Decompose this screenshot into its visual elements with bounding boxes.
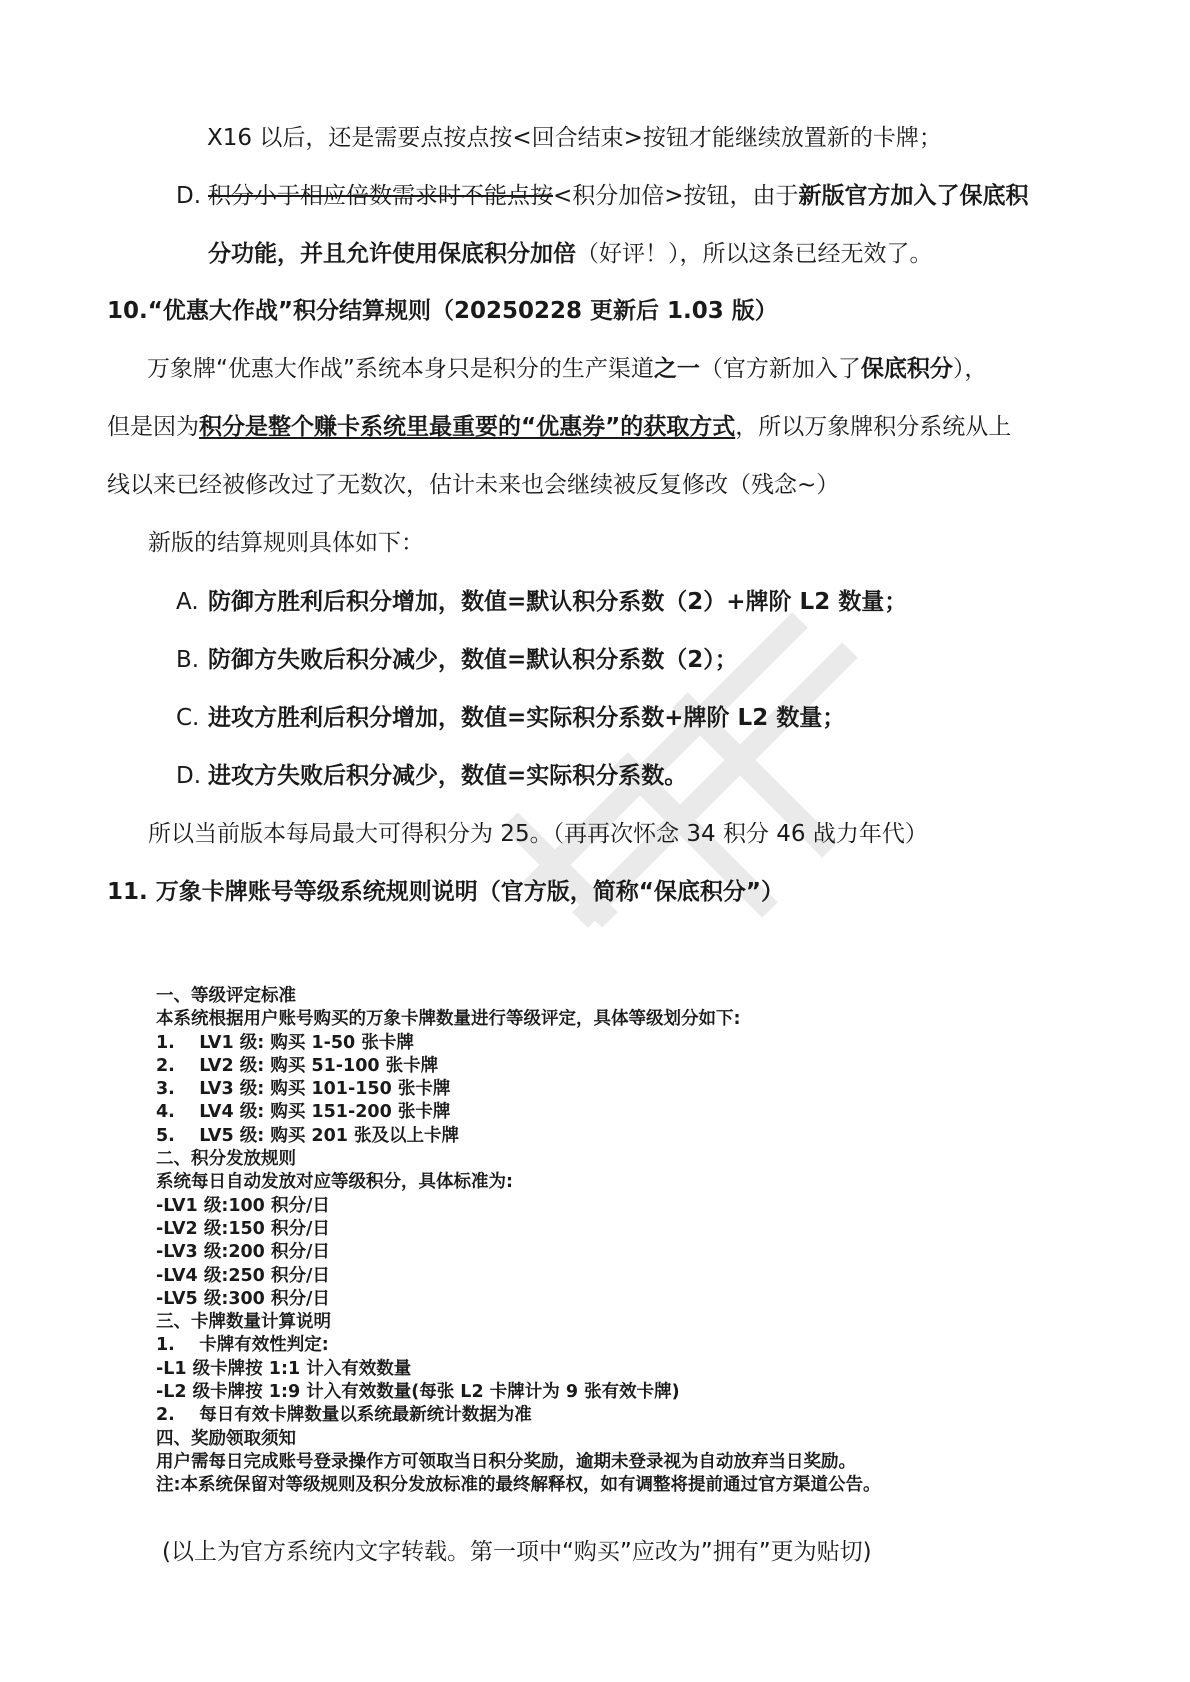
rules-line: 注:本系统保留对等级规则及积分发放标准的最终解释权，如有调整将提前通过官方渠道公告。 (156, 1475, 881, 1496)
item-d-line1 (208, 182, 1029, 210)
section-11-footnote: (以上为官方系统内文字转载。第一项中“购买”应改为”拥有”更为贴切) (162, 1539, 872, 1565)
item-d-tail: （好评！），所以这条已经无效了。 (576, 241, 933, 267)
section-10-intro: 新版的结算规则具体如下： (148, 530, 424, 556)
official-rules-text (156, 985, 881, 1498)
rules-line: -LV5 级:300 积分/日 (156, 1288, 330, 1309)
rule-b-marker: B. (176, 647, 200, 673)
rule-c-text: 进攻方胜利后积分增加，数值=实际积分系数+牌阶 L2 数量； (208, 705, 846, 731)
rules-line: 4. LV4 级: 购买 151-200 张卡牌 (156, 1102, 451, 1123)
rules-line: -LV1 级:100 积分/日 (156, 1195, 330, 1216)
rules-line: 2. 每日有效卡牌数量以系统最新统计数据为准 (156, 1405, 532, 1426)
rules-line: 三、卡牌数量计算说明 (156, 1312, 331, 1333)
para1-text3: ）， (952, 356, 988, 382)
rules-line: 四、奖励领取须知 (156, 1428, 296, 1449)
rules-line: 1. LV1 级: 购买 1-50 张卡牌 (156, 1032, 414, 1053)
rule-b-text: 防御方失败后积分减少，数值=默认积分系数（2）； (208, 647, 738, 673)
rule-c-marker: C. (176, 705, 200, 731)
para1-bold2: 保底积分 (860, 356, 953, 382)
rules-line: 二、积分发放规则 (156, 1149, 296, 1170)
item-d-line2 (208, 240, 933, 268)
section-10-para-line3: 线以来已经被修改过了无数次，估计未来也会继续被反复修改（残念~） (107, 472, 840, 498)
item-d-strikethrough: 积分小于相应倍数需求时不能点按 (208, 183, 553, 209)
rule-d-text: 进攻方失败后积分减少，数值=实际积分系数。 (208, 763, 688, 789)
item-d-marker: D. (176, 183, 202, 209)
rules-line: -LV3 级:200 积分/日 (156, 1242, 330, 1263)
para2-text2: ，所以万象牌积分系统从上 (735, 414, 1012, 440)
item-c-continuation: X16 以后，还是需要点按点按<回合结束>按钮才能继续放置新的卡牌； (207, 125, 942, 151)
para1-text2: （官方新加入了 (699, 356, 861, 382)
rules-line: 用户需每日完成账号登录操作方可领取当日积分奖励，逾期未登录视为自动放弃当日奖励。 (156, 1451, 856, 1472)
para2-underlined-bold: 积分是整个赚卡系统里最重要的“优惠券”的获取方式 (199, 414, 736, 440)
para1-text1: 万象牌“优惠大作战”系统本身只是积分的生产渠道 (147, 356, 654, 382)
rules-line: 一、等级评定标准 (156, 986, 296, 1006)
section-11-heading: 11. 万象卡牌账号等级系统规则说明（官方版，简称“保底积分”） (107, 879, 784, 905)
rules-line: 系统每日自动发放对应等级积分，具体标准为: (156, 1172, 513, 1193)
rule-a-marker: A. (176, 589, 199, 615)
section-10-para-line1 (147, 355, 987, 383)
para2-text1: 但是因为 (107, 414, 199, 440)
item-d-bold2: 分功能，并且允许使用保底积分加倍 (208, 241, 576, 267)
item-d-rest: <积分加倍>按钮，由于 (553, 183, 799, 209)
rules-line: -L1 级卡牌按 1:1 计入有效数量 (156, 1358, 412, 1379)
rules-line: 2. LV2 级: 购买 51-100 张卡牌 (156, 1055, 439, 1076)
rule-a-text: 防御方胜利后积分增加，数值=默认积分系数（2）+牌阶 L2 数量； (208, 589, 908, 615)
rules-line: -LV4 级:250 积分/日 (156, 1265, 330, 1286)
rules-line: -L2 级卡牌按 1:9 计入有效数量(每张 L2 卡牌计为 9 张有效卡牌) (156, 1382, 680, 1403)
section-10-para-line2 (107, 413, 1011, 441)
rules-line: 本系统根据用户账号购买的万象卡牌数量进行等级评定，具体等级划分如下: (156, 1009, 741, 1030)
para1-bold1: 之一 (653, 356, 700, 382)
rules-line: 5. LV5 级: 购买 201 张及以上卡牌 (156, 1125, 460, 1146)
section-10-summary: 所以当前版本每局最大可得积分为 25。（再再次怀念 34 积分 46 战力年代） (148, 821, 928, 847)
item-d-bold1: 新版官方加入了保底积 (798, 183, 1029, 209)
rules-line: -LV2 级:150 积分/日 (156, 1218, 330, 1239)
rules-line: 3. LV3 级: 购买 101-150 张卡牌 (156, 1079, 451, 1100)
rule-d-marker: D. (176, 763, 202, 789)
section-10-heading: 10.“优惠大作战”积分结算规则（20250228 更新后 1.03 版） (107, 298, 778, 324)
rules-line: 1. 卡牌有效性判定: (156, 1335, 329, 1356)
